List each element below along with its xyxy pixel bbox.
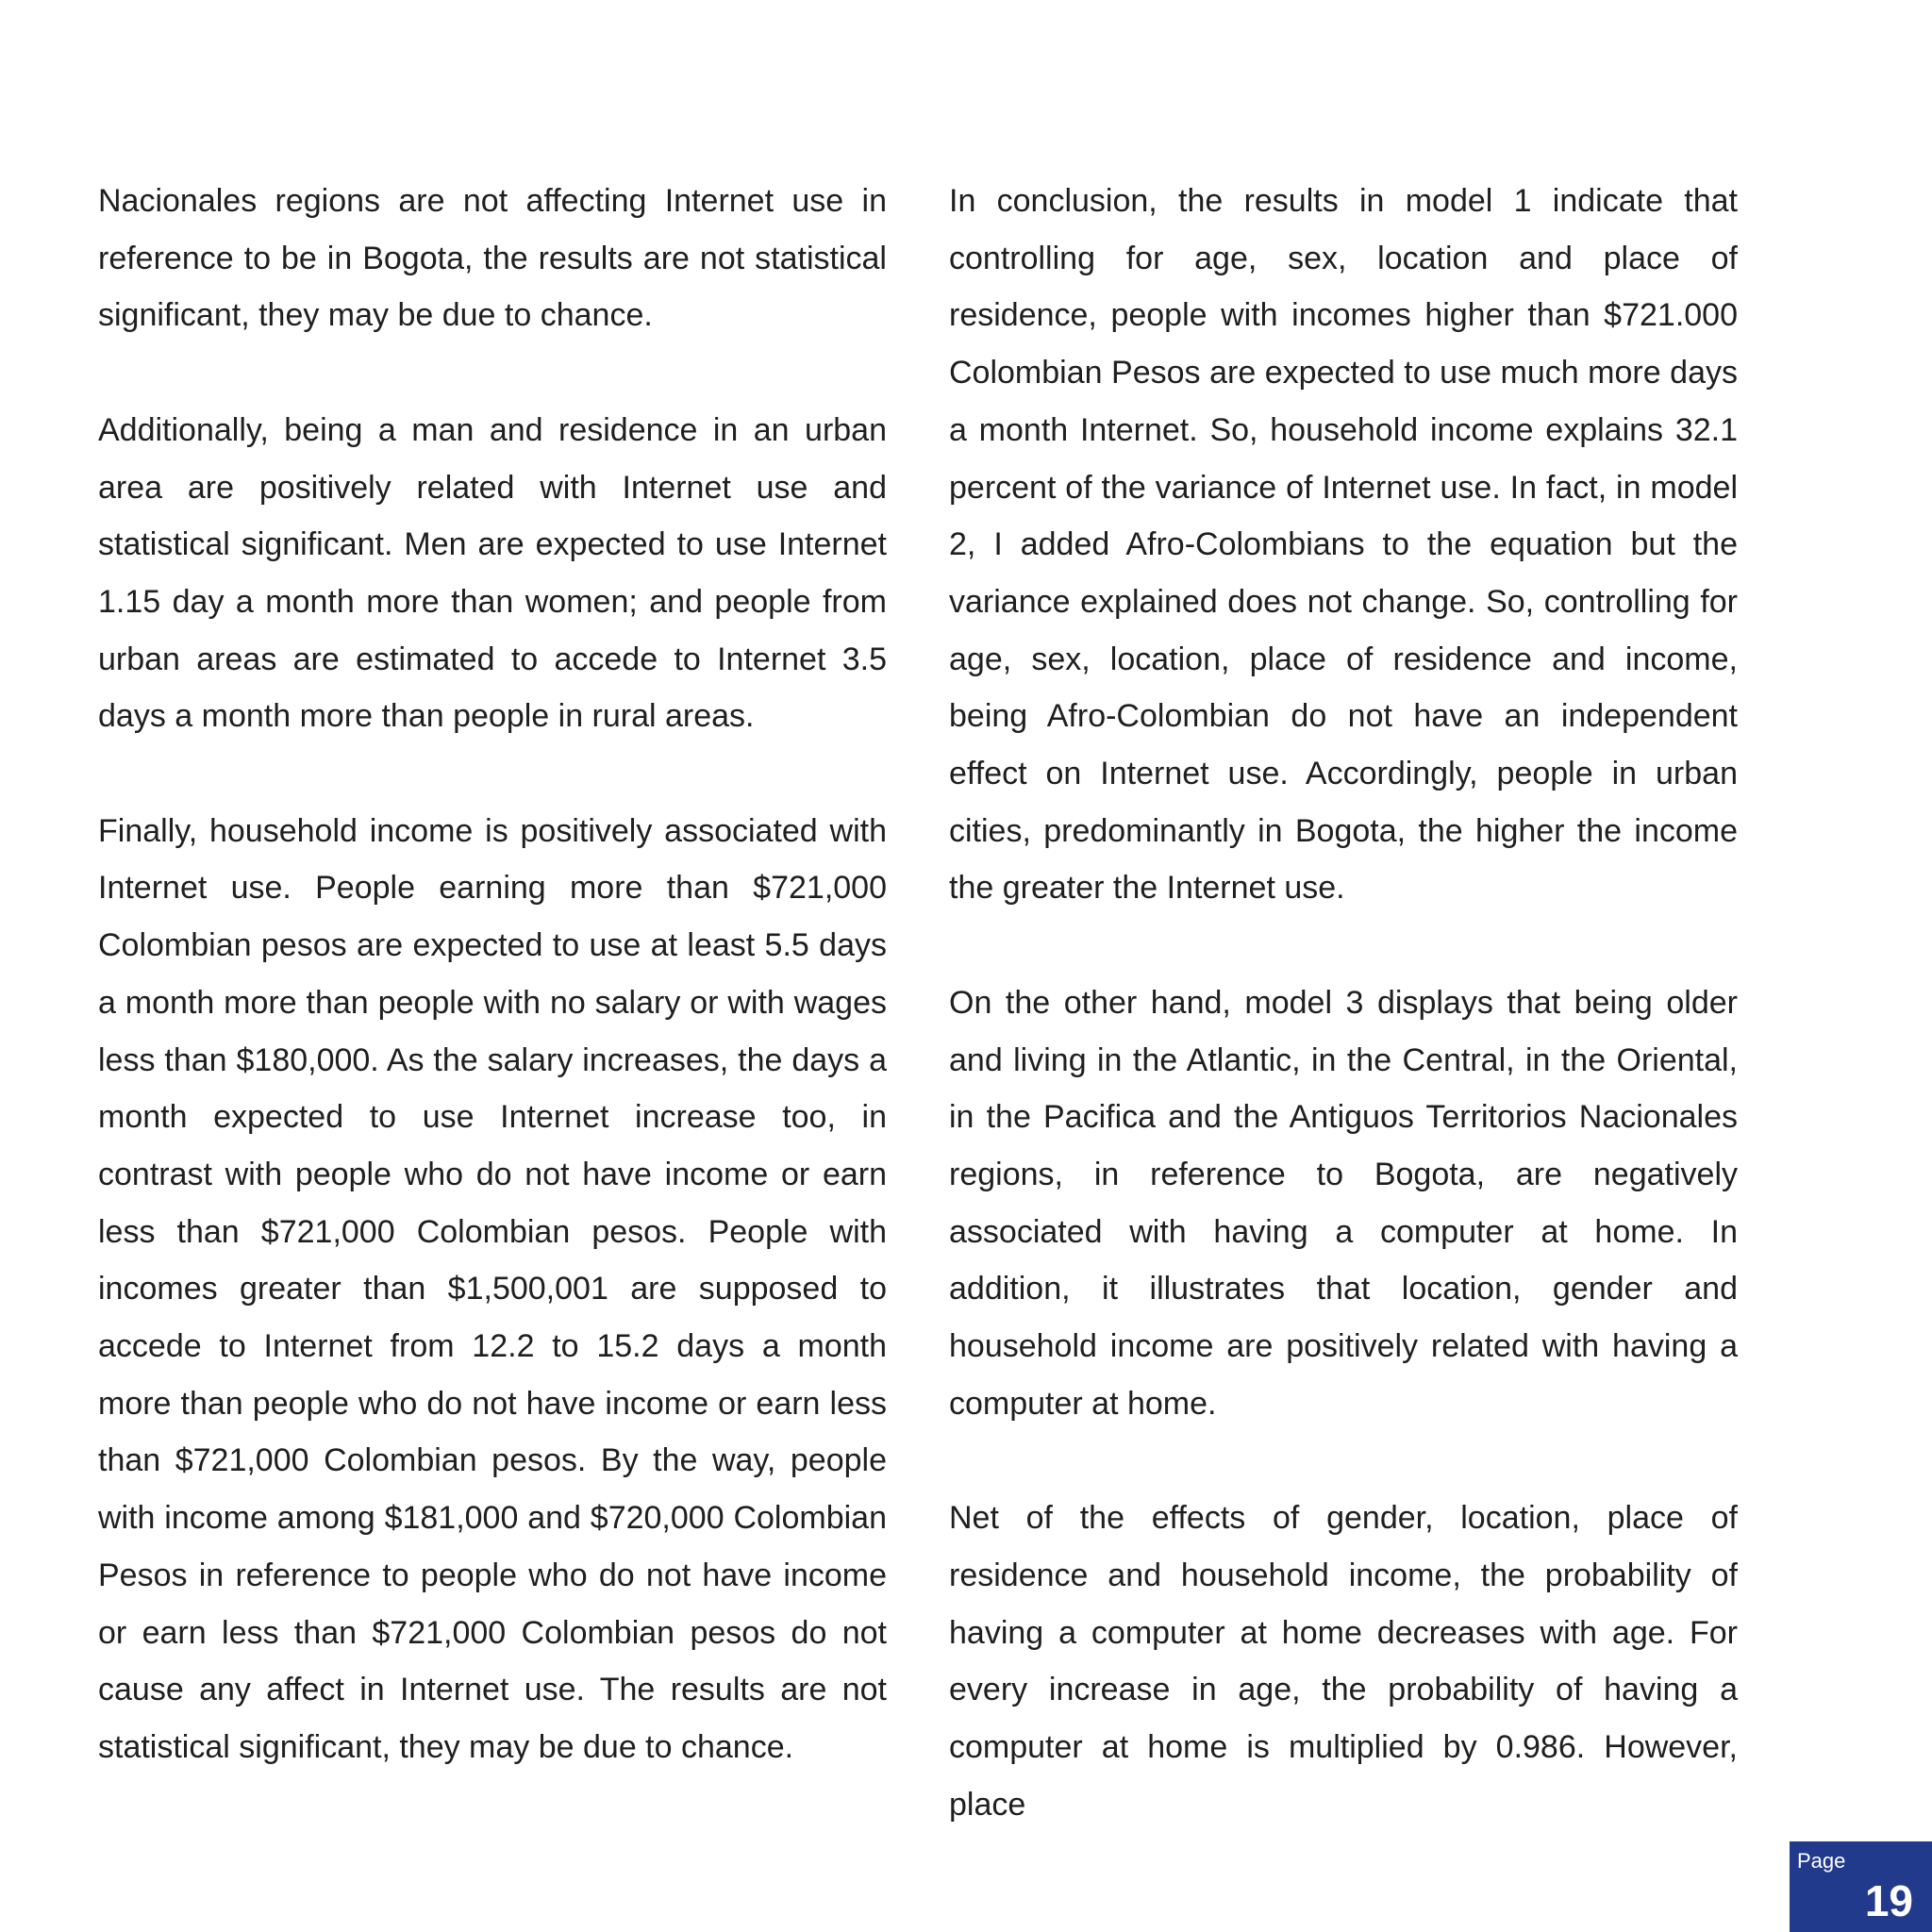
paragraph-5: On the other hand, model 3 displays that being older and living in the Atlantic, in the Central, in the Oriental, in the Pacifica and the Antiguos Territorios Nacionales regions, in reference to Bogota, are negatively associated with having a computer at home. In addition, it illustrates that location, gender and household income are positively related with having a computer at home. — [949, 984, 1738, 1422]
paragraph-1: Nacionales regions are not affecting Internet use in reference to be in Bogota, the results are not statistical significant, they may be due to chance. — [98, 183, 887, 334]
paragraph-3: Finally, household income is positively associated with Internet use. People earning more than $721,000 Colombian pesos are expected to use at least 5.5 days a month more than people with no salary or with wages less than $180,000. As the salary increases, the days a month expected to use Internet increase too, in contrast with people who do not have income or earn less than $721,000 Colombian pesos. People with incomes greater than $1,500,001 are supposed to accede to Internet from 12.2 to 15.2 days a month more than people who do not have income or earn less than $721,000 Colombian pesos. By the way, people with income among $181,000 and $720,000 Colombian Pesos in reference to people who do not have income or earn less than $721,000 Colombian pesos do not cause any affect in Internet use. The results are not statistical significant, they may be due to chance. — [98, 812, 887, 1765]
right-column — [949, 173, 1738, 1890]
paragraph-4: In conclusion, the results in model 1 indicate that controlling for age, sex, location and place of residence, people with incomes higher than $721.000 Colombian Pesos are expected to use much more days a month Internet. So, household income explains 32.1 percent of the variance of Internet use. In fact, in model 2, I added Afro-Colombians to the equation but the variance explained does not change. So, controlling for age, sex, location, place of residence and income, being Afro-Colombian do not have an independent effect on Internet use. Accordingly, people in urban cities, predominantly in Bogota, the higher the income the greater the Internet use. — [949, 183, 1738, 907]
page-label: Page — [1797, 1849, 1846, 1873]
page-number: 19 — [1864, 1876, 1913, 1925]
paragraph-2: Additionally, being a man and residence in an urban area are positively related with Internet use and statistical significant. Men are expected to use Internet 1.15 day a month more than women; and people from urban areas are estimated to accede to Internet 3.5 days a month more than people in rural areas. — [98, 411, 887, 735]
left-column — [98, 173, 887, 1833]
page-badge — [1790, 1841, 1932, 1932]
paragraph-6: Net of the effects of gender, location, place of residence and household income, the probability of having a computer at home decreases with age. For every increase in age, the probability of having a computer at home is multiplied by 0.986. However, place — [949, 1500, 1738, 1823]
